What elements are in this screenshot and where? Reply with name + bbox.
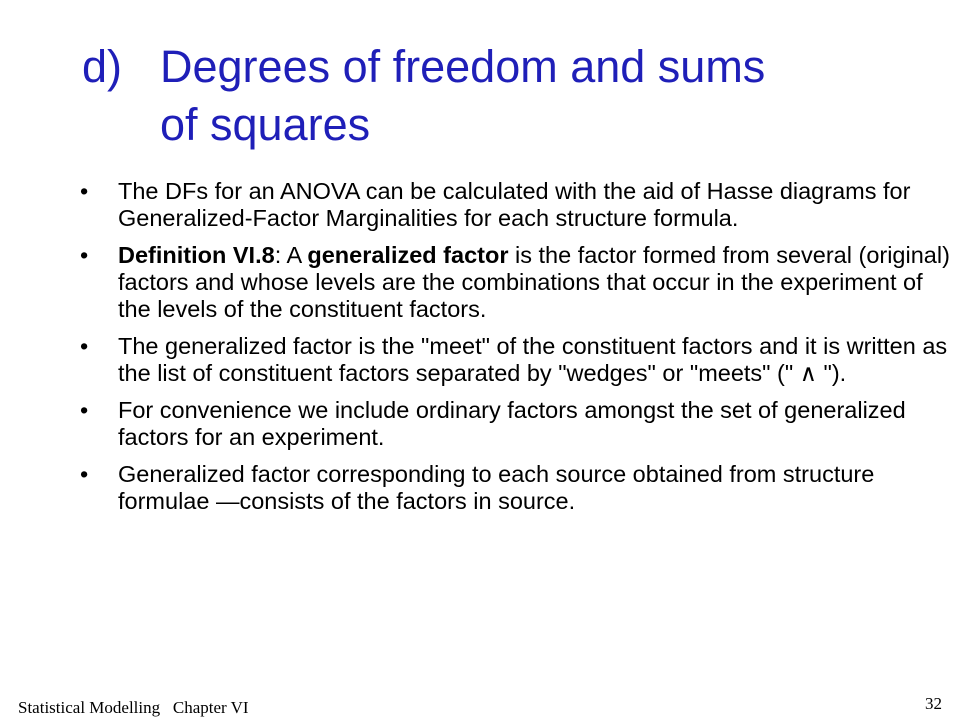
- bullet-text: Generalized factor corresponding to each source obtained from structure formulae —consists of the factors in source.: [118, 461, 875, 514]
- bullet-item-dfs: [80, 178, 960, 232]
- bullet-dot-icon: •: [80, 333, 89, 359]
- bullet-item-definition: [80, 242, 960, 323]
- page-number: 32: [925, 694, 942, 713]
- bullet-dot-icon: •: [80, 461, 89, 487]
- bullet-list: [80, 178, 960, 525]
- definition-rest: is the factor formed from several (original) factors and whose levels are the combinations that occur in the experiment of the levels of the constituent factors.: [118, 242, 950, 322]
- bullet-dot-icon: •: [80, 397, 89, 423]
- bullet-item-source: [80, 461, 960, 515]
- definition-label: Definition VI.8: [118, 242, 275, 268]
- bullet-dot-icon: •: [80, 242, 89, 268]
- slide-title: [82, 38, 902, 154]
- bullet-item-convenience: [80, 397, 960, 451]
- bullet-text: For convenience we include ordinary factors amongst the set of generalized factors for an experiment.: [118, 397, 906, 450]
- title-prefix: d): [82, 41, 123, 92]
- bullet-text: The generalized factor is the "meet" of the constituent factors and it is written as the list of constituent factors separated by "wedges" or "meets" (" ∧ ").: [118, 333, 948, 386]
- title-text: [160, 38, 902, 154]
- bullet-dot-icon: •: [80, 178, 89, 204]
- bullet-item-meet: [80, 333, 960, 387]
- definition-connector: : A: [274, 242, 308, 268]
- definition-term: generalized factor: [307, 242, 509, 268]
- footer-course-label: Statistical Modelling Chapter VI: [18, 698, 249, 717]
- bullet-text: The DFs for an ANOVA can be calculated with the aid of Hasse diagrams for Generalized-Factor Marginalities for each structure formula.: [118, 178, 911, 231]
- title-row: [82, 38, 902, 154]
- title-line-2: of squares: [160, 99, 371, 150]
- title-line-1: Degrees of freedom and sums: [160, 41, 766, 92]
